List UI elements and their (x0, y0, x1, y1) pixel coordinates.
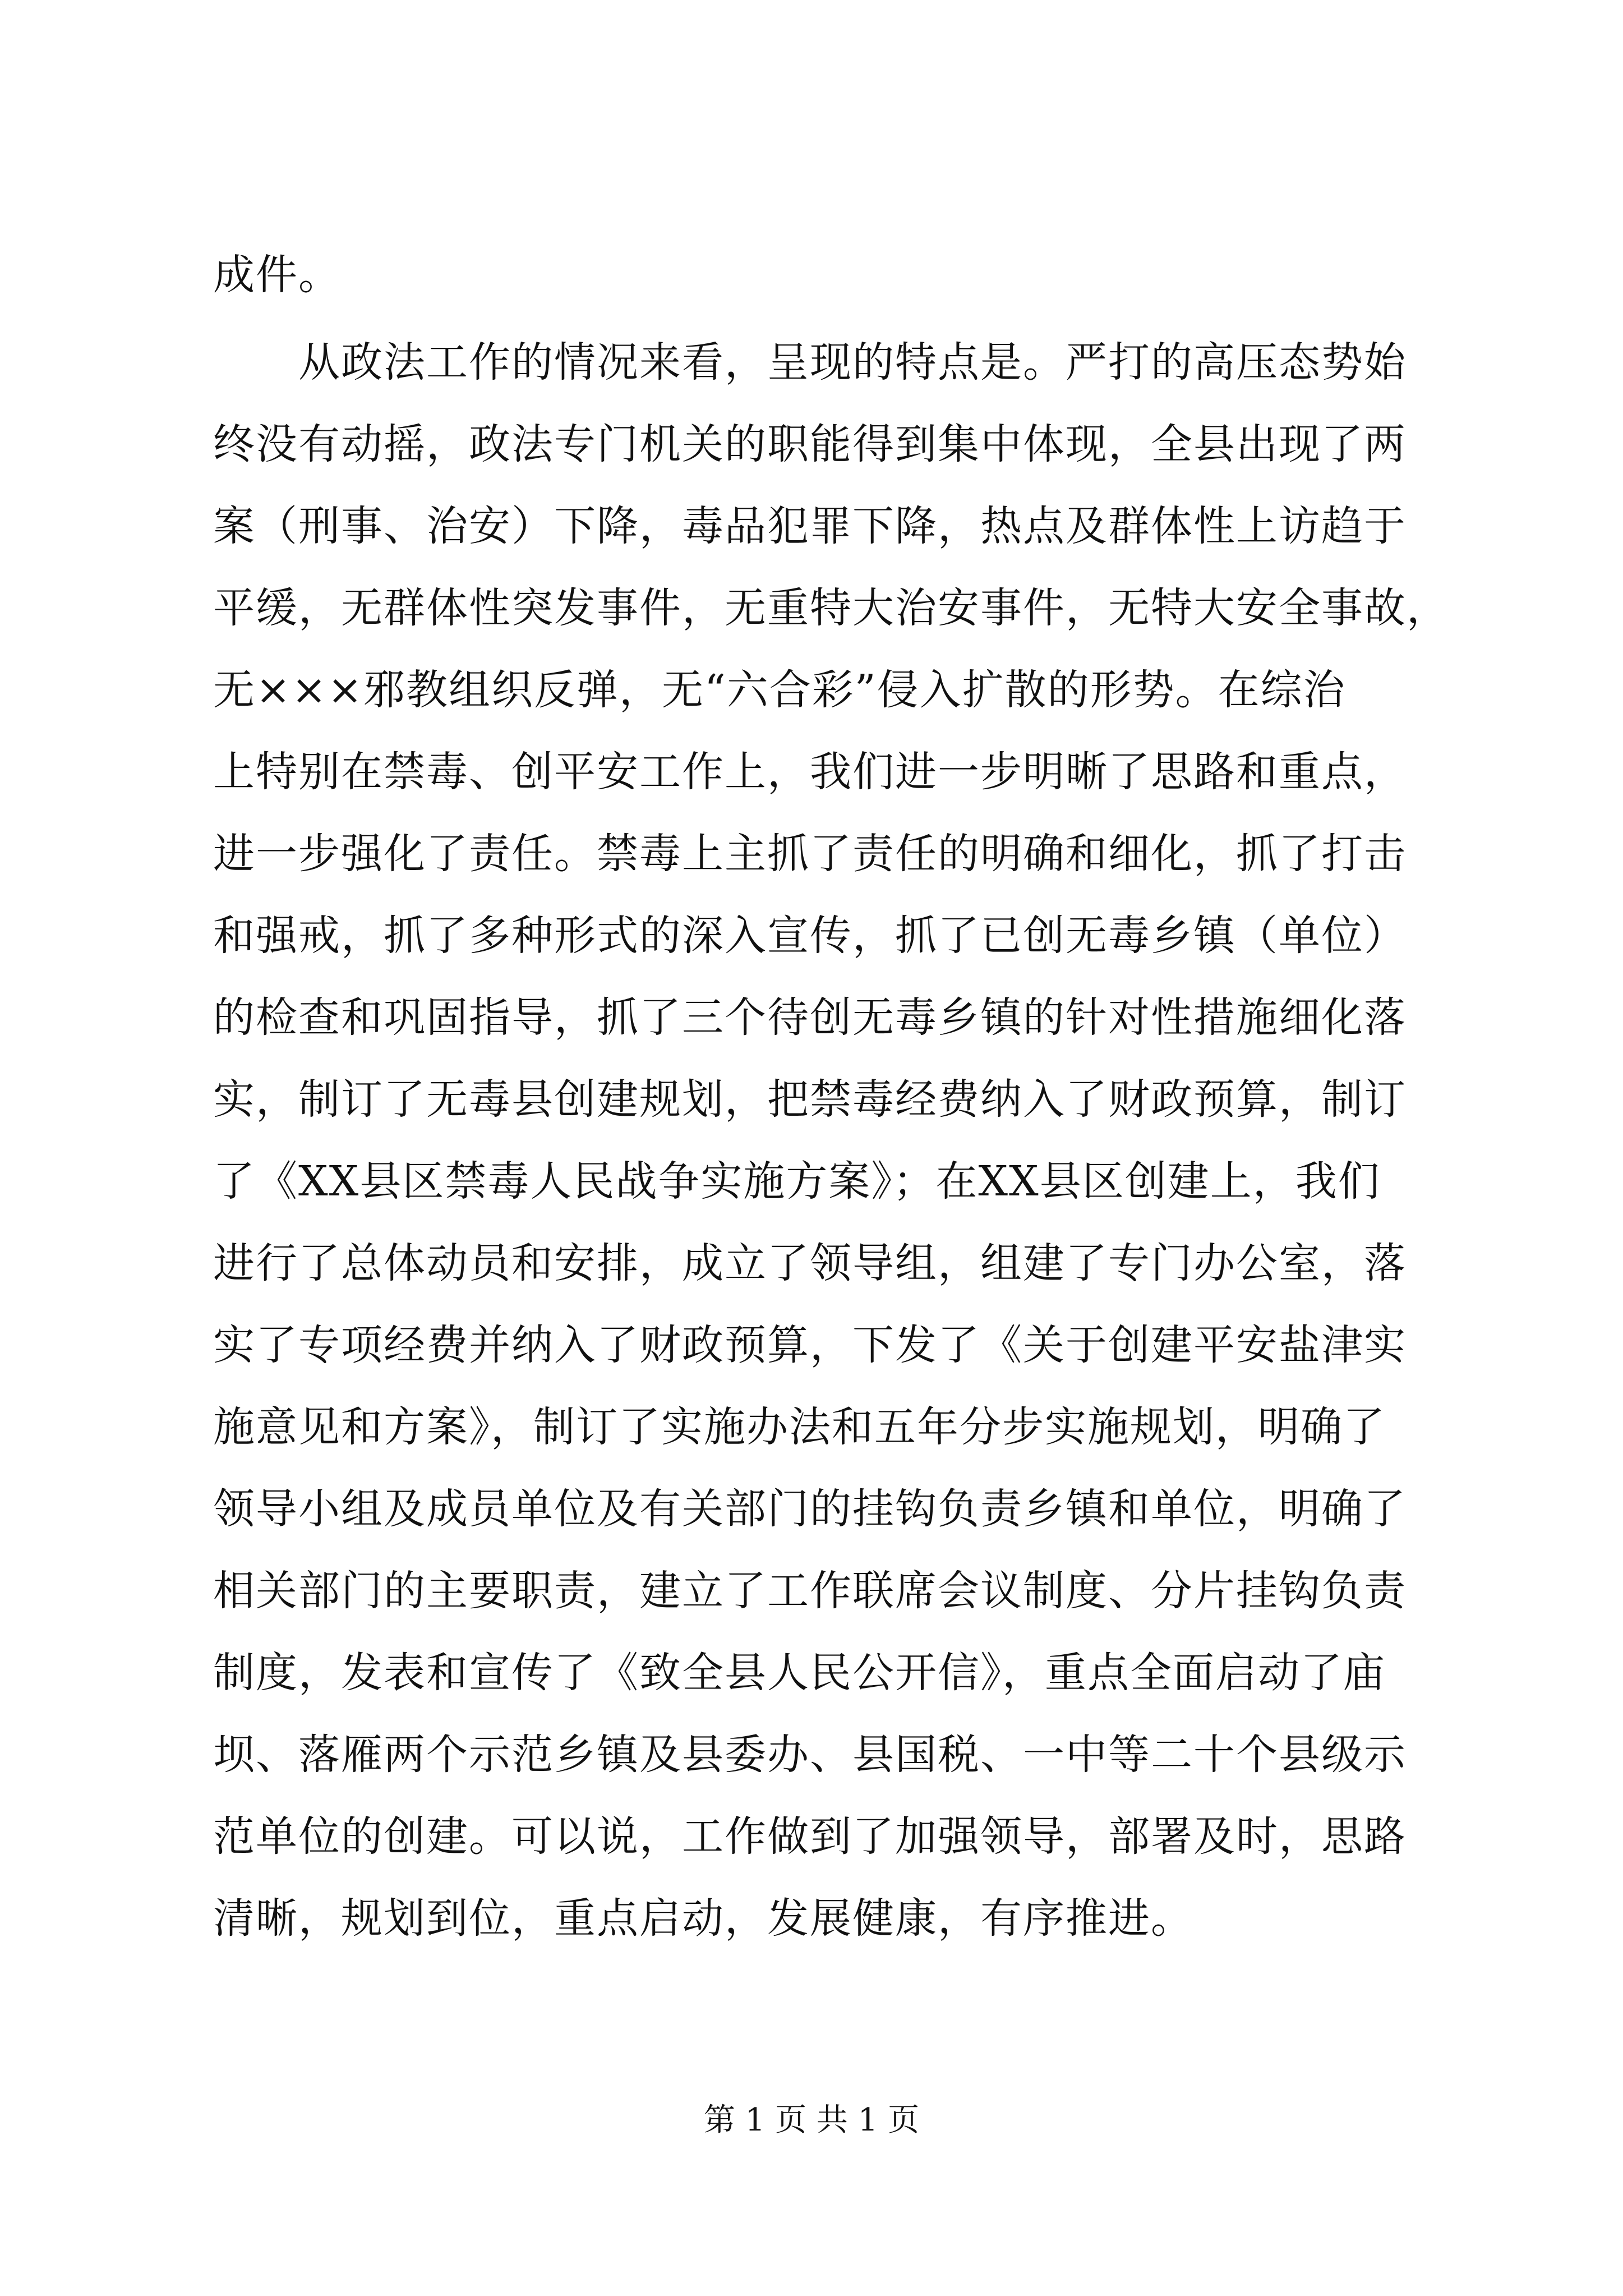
body-text-line: 平缓，无群体性突发事件，无重特大治安事件，无特大安全事故， (213, 584, 1449, 632)
body-text-line: 了《XX县区禁毒人民战争实施方案》；在XX县区创建上，我们 (213, 1157, 1381, 1205)
body-text-line: 的检查和巩固指导，抓了三个待创无毒乡镇的针对性措施细化落 (213, 993, 1407, 1042)
page-number-footer: 第 1 页 共 1 页 (703, 2102, 920, 2138)
body-text-line: 清晰，规划到位，重点启动，发展健康，有序推进。 (213, 1894, 1193, 1943)
body-text-line: 无×××邪教组织反弹，无“六合彩”侵入扩散的形势。在综治 (213, 666, 1346, 714)
body-text-line: 终没有动摇，政法专门机关的职能得到集中体现，全县出现了两 (213, 420, 1407, 468)
body-text-line: 领导小组及成员单位及有关部门的挂钩负责乡镇和单位，明确了 (213, 1485, 1407, 1533)
body-text-line: 案（刑事、治安）下降，毒品犯罪下降，热点及群体性上访趋于 (213, 502, 1407, 550)
body-text-line: 相关部门的主要职责，建立了工作联席会议制度、分片挂钩负责 (213, 1567, 1407, 1615)
body-text-line: 从政法工作的情况来看，呈现的特点是。严打的高压态势始 (213, 338, 1407, 386)
body-text-line: 实，制订了无毒县创建规划，把禁毒经费纳入了财政预算，制订 (213, 1075, 1407, 1124)
body-text-line: 施意见和方案》，制订了实施办法和五年分步实施规划，明确了 (213, 1403, 1386, 1451)
body-text-line: 上特别在禁毒、创平安工作上，我们进一步明晰了思路和重点， (213, 748, 1407, 796)
body-text-line: 和强戒，抓了多种形式的深入宣传，抓了已创无毒乡镇（单位） (213, 912, 1407, 960)
body-text-line: 进一步强化了责任。禁毒上主抓了责任的明确和细化，抓了打击 (213, 830, 1407, 878)
body-text-line: 范单位的创建。可以说，工作做到了加强领导，部署及时，思路 (213, 1812, 1407, 1861)
body-text-line: 坝、落雁两个示范乡镇及县委办、县国税、一中等二十个县级示 (213, 1731, 1407, 1779)
body-text-line: 成件。 (213, 251, 341, 299)
body-text-line: 实了专项经费并纳入了财政预算，下发了《关于创建平安盐津实 (213, 1321, 1407, 1369)
body-text-line: 制度，发表和宣传了《致全县人民公开信》，重点全面启动了庙 (213, 1649, 1386, 1697)
body-text-line: 进行了总体动员和安排，成立了领导组，组建了专门办公室，落 (213, 1239, 1407, 1287)
